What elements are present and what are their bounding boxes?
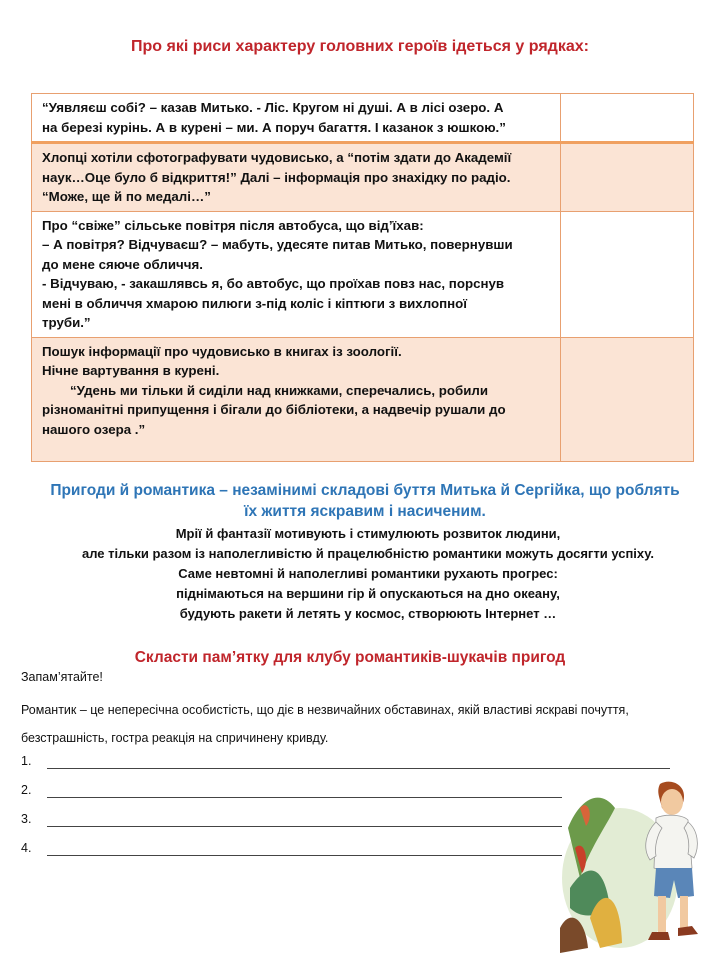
answer-cell[interactable] — [561, 143, 694, 212]
answer-cell[interactable] — [561, 337, 694, 461]
boy-illustration — [560, 768, 708, 955]
table-row — [32, 211, 694, 337]
text-line: на березі курінь. А в курені – ми. А поруч багаття. І казанок з юшкою.” — [42, 119, 506, 135]
heading-line: їх життя яскравим і насиченим. — [244, 503, 486, 520]
list-number: 2. — [21, 783, 32, 797]
list-number: 1. — [21, 754, 32, 768]
text-line: Хлопці хотіли сфотографувати чудовисько, а “потім здати до Академії — [42, 150, 512, 165]
task-title: Скласти пам’ятку для клубу романтиків-шукачів пригод — [134, 649, 566, 666]
text-line: Про “свіже” сільське повітря після автобуса, що від’їхав: — [42, 217, 424, 233]
motivation-text — [0, 524, 720, 624]
text-line: – А повітря? Відчуваєш? – мабуть, удесяте питав Митько, повернувши — [42, 237, 513, 252]
text-line: “Удень ми тільки й сиділи над книжками, сперечались, робили — [70, 382, 489, 398]
text-line: до мене сяюче обличчя. — [42, 256, 203, 272]
text-line: труби.” — [42, 315, 91, 330]
answer-cell[interactable] — [561, 94, 694, 143]
answer-line[interactable] — [47, 826, 562, 827]
text-line: наук…Оце було б відкриття!” Далі – інформація про знахідку по радіо. — [42, 169, 511, 185]
quotes-table — [31, 93, 694, 462]
text-line: мені в обличчя хмарою пилюги з-під коліс і кіптюги з вихлопної — [42, 295, 468, 311]
text-line: різноманітні припущення і бігали до бібліотеки, а надвечір рушали до — [42, 402, 506, 417]
romantic-definition: Романтик – це непересічна особистість, що діє в незвичайних обставинах, якій властиві яскраві почуття, безстрашність, гостра реакція на спричинену кривду. — [21, 703, 629, 745]
text-line: нашого озера .” — [42, 421, 146, 437]
answer-cell[interactable] — [561, 211, 694, 337]
text-line: Нічне вартування в курені. — [42, 363, 220, 378]
quote-cell — [32, 337, 561, 461]
text-line: “Уявляєш собі? – казав Митько. - Ліс. Кругом ні душі. А в лісі озеро. А — [42, 100, 504, 115]
quote-cell — [32, 94, 561, 143]
text-line: - Відчуваю, - закашлявсь я, бо автобус, що проїхав повз нас, порснув — [42, 276, 505, 291]
quote-cell — [32, 211, 561, 337]
table-row — [32, 337, 694, 461]
answer-line[interactable] — [47, 855, 562, 856]
table-row — [32, 143, 694, 212]
list-number: 4. — [21, 841, 32, 855]
adventure-heading — [20, 480, 710, 522]
page-title: Про які риси характеру головних героїв ідеться у рядках: — [131, 38, 589, 55]
quote-cell — [32, 143, 561, 212]
list-number: 3. — [21, 812, 32, 826]
text-line: але тільки разом із наполегливістю й працелюбністю романтики можуть досягти успіху. — [81, 546, 655, 561]
text-line: Пошук інформації про чудовисько в книгах із зоології. — [42, 343, 402, 359]
answer-line[interactable] — [47, 797, 562, 798]
remember-label: Запам’ятайте! — [21, 670, 103, 684]
text-line: будують ракети й летять у космос, створюють Інтернет … — [179, 606, 557, 621]
text-line: “Може, ще й по медалі…” — [42, 189, 211, 204]
text-line: Мрії й фантазії мотивують і стимулюють розвиток людини, — [175, 526, 561, 541]
heading-line: Пригоди й романтика – незамінимі складові буття Митька й Сергійка, що роблять — [50, 482, 680, 499]
text-line: Саме невтомні й наполегливі романтики рухають прогрес: — [178, 566, 558, 581]
text-line: піднімаються на вершини гір й опускаються на дно океану, — [176, 586, 560, 601]
table-row — [32, 94, 694, 143]
